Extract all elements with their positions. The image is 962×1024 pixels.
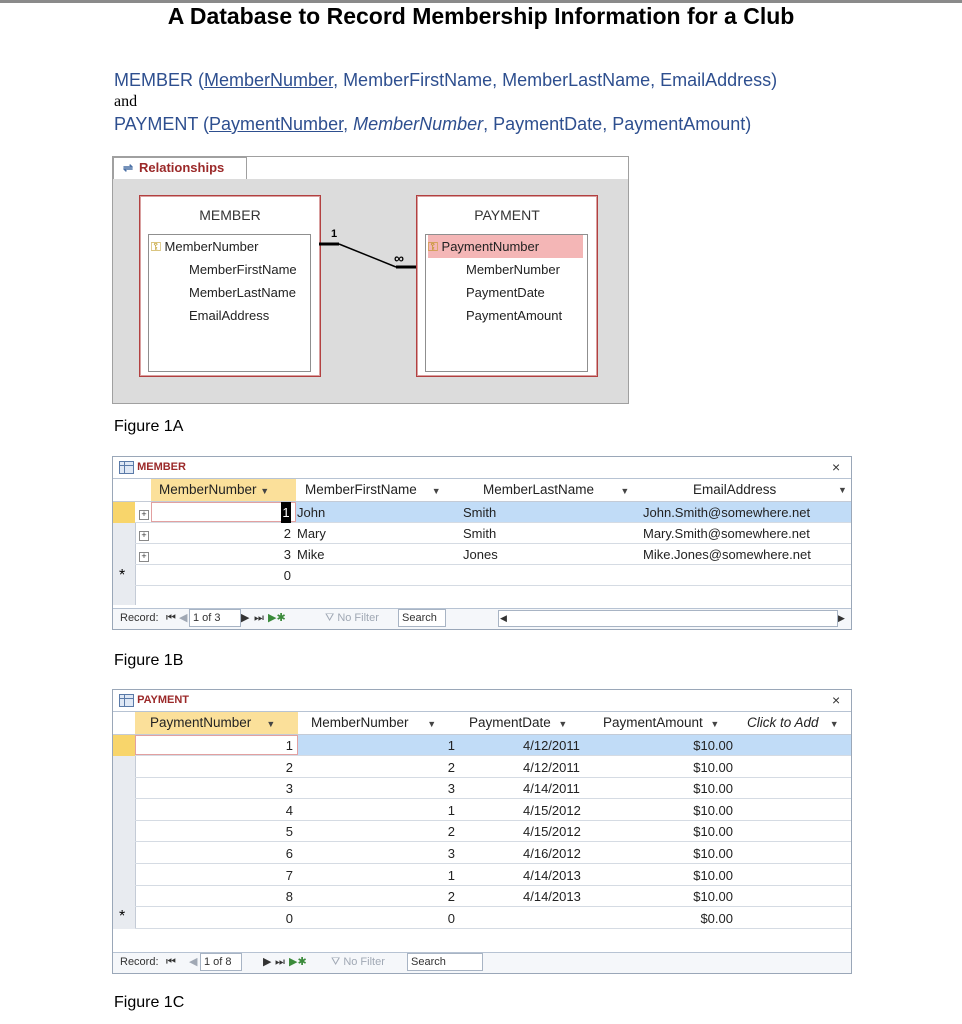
last-record-icon[interactable]: ⏭ (254, 612, 264, 624)
member-cell[interactable]: Mary (297, 526, 326, 541)
dropdown-arrow-icon[interactable]: ▼ (266, 719, 276, 729)
relationships-icon: ⇌ (122, 161, 134, 175)
payment-schema-pk: PaymentNumber (209, 114, 344, 134)
payment-cell[interactable]: 1 (447, 738, 455, 753)
payment-cell[interactable]: 4/12/2011 (523, 759, 580, 775)
filter-icon: ⛛ (331, 956, 341, 968)
member-cell[interactable]: John (297, 505, 326, 520)
payment-cell[interactable]: $10.00 (693, 867, 733, 883)
payment-record-selector-col (113, 735, 136, 929)
scroll-left-icon[interactable]: ◀ (500, 613, 507, 623)
member-col-header-2[interactable] (305, 479, 441, 502)
payment-cell[interactable]: $10.00 (693, 759, 733, 775)
expand-icon[interactable]: + (139, 544, 149, 565)
member-cell[interactable]: Jones (463, 547, 498, 562)
dropdown-arrow-icon[interactable]: ▼ (427, 719, 437, 729)
payment-tab[interactable] (119, 691, 189, 710)
payment-field-3[interactable]: PaymentDate (466, 285, 545, 300)
col-label: PaymentNumber (150, 715, 252, 730)
no-filter-button[interactable] (331, 953, 385, 971)
member-tab[interactable] (119, 458, 186, 477)
dropdown-arrow-icon[interactable]: ▼ (620, 486, 630, 496)
dropdown-arrow-icon[interactable]: ▼ (431, 486, 441, 496)
page-title: A Database to Record Membership Information for a Club (167, 3, 795, 29)
member-table-box[interactable] (139, 195, 321, 377)
payment-cell[interactable]: 2 (447, 824, 455, 840)
member-field-1[interactable] (151, 235, 306, 258)
member-cell[interactable]: 0 (283, 568, 291, 583)
horizontal-scrollbar[interactable] (498, 610, 838, 627)
payment-schema-rest: , PaymentDate, PaymentAmount) (483, 114, 752, 134)
payment-cell[interactable]: 8 (285, 889, 293, 905)
new-record-asterisk-icon: * (119, 567, 126, 584)
payment-field-1[interactable] (428, 235, 583, 258)
new-record-asterisk-icon: * (119, 908, 126, 925)
member-cell[interactable]: Smith (463, 505, 497, 520)
payment-cell[interactable]: $10.00 (693, 889, 733, 905)
payment-cell[interactable]: 2 (447, 759, 455, 775)
payment-cell[interactable]: 4/16/2012 (523, 846, 581, 861)
payment-cell[interactable]: 4/14/2013 (523, 867, 581, 883)
member-schema-pk: MemberNumber (204, 70, 334, 90)
member-number-edit-cell[interactable] (151, 502, 296, 522)
payment-cell[interactable]: 4/14/2011 (523, 781, 580, 797)
member-col-header-4[interactable]: EmailAddress (693, 482, 777, 497)
no-filter-label: No Filter (337, 612, 379, 624)
member-field-4[interactable]: EmailAddress (189, 308, 270, 323)
member-field-2[interactable]: MemberFirstName (189, 262, 297, 277)
close-icon[interactable]: × (832, 459, 841, 475)
new-record-icon[interactable]: ▶✱ (268, 612, 286, 624)
col-label: MemberLastName (483, 482, 595, 497)
member-datasheet (112, 456, 852, 630)
figure-1b-caption: Figure 1B (114, 652, 184, 669)
member-cell[interactable]: Mike (297, 547, 325, 562)
payment-field-4[interactable]: PaymentAmount (466, 308, 563, 323)
col-label: MemberNumber (159, 482, 257, 497)
col-label: PaymentAmount (603, 715, 703, 730)
payment-table-title: PAYMENT (474, 207, 540, 223)
dropdown-arrow-icon[interactable]: ▼ (260, 486, 270, 496)
relationships-tab-label: Relationships (139, 160, 225, 175)
payment-cell[interactable]: 1 (447, 867, 455, 883)
expand-icon[interactable]: + (139, 523, 149, 544)
payment-cell[interactable]: $10.00 (693, 824, 733, 840)
member-cell[interactable]: Mike.Jones@somewhere.net (643, 547, 811, 562)
member-cell[interactable]: Mary.Smith@somewhere.net (643, 526, 810, 541)
payment-tab-label: PAYMENT (137, 694, 190, 706)
next-record-icon[interactable]: ▶ (241, 612, 250, 624)
member-schema-name: MEMBER (114, 70, 194, 90)
payment-cell[interactable]: $10.00 (693, 846, 733, 861)
payment-schema: PAYMENT (PaymentNumber, MemberNumber, PaymentDate, PaymentAmount) (114, 114, 752, 134)
dropdown-arrow-icon[interactable]: ▼ (558, 719, 568, 729)
table-icon (119, 461, 134, 474)
payment-cell[interactable]: 1 (447, 802, 455, 818)
one-side-label: 1 (331, 228, 338, 240)
payment-cell[interactable]: 0 (285, 910, 293, 926)
payment-cell[interactable]: $10.00 (693, 781, 733, 797)
record-position-input[interactable]: 1 of 8 (200, 953, 242, 971)
and-text: and (114, 93, 138, 110)
member-col-header-3[interactable] (483, 479, 629, 502)
payment-cell[interactable]: 3 (447, 846, 455, 861)
current-record-indicator (113, 502, 135, 523)
table-row[interactable] (135, 565, 851, 586)
record-position-input[interactable]: 1 of 3 (189, 609, 241, 627)
member-cell[interactable]: John.Smith@somewhere.net (643, 505, 811, 520)
expand-icon[interactable]: + (139, 502, 149, 523)
next-record-icon[interactable]: ▶ (263, 956, 272, 968)
payment-tabbar (113, 690, 851, 712)
payment-col-header-4[interactable] (603, 712, 719, 735)
figure-1a-caption: Figure 1A (114, 418, 184, 435)
first-record-icon[interactable]: ⏮ (166, 956, 176, 968)
no-filter-label: No Filter (343, 956, 385, 968)
member-tab-label: MEMBER (137, 461, 186, 473)
payment-cell[interactable]: 7 (285, 867, 293, 883)
prev-record-icon[interactable]: ◀ (189, 956, 198, 968)
payment-cell[interactable]: 2 (447, 889, 455, 905)
member-cell[interactable]: 3 (283, 547, 291, 562)
payment-table-box[interactable] (416, 195, 598, 377)
member-tabbar (113, 457, 851, 479)
payment-cell[interactable]: 0 (447, 910, 455, 926)
many-side-label: ∞ (394, 250, 404, 266)
table-icon (119, 694, 134, 707)
member-field-3[interactable]: MemberLastName (189, 285, 296, 300)
payment-cell[interactable]: $10.00 (693, 738, 733, 753)
payment-cell[interactable]: 2 (285, 759, 293, 775)
payment-cell[interactable]: 3 (447, 781, 455, 797)
payment-cell[interactable]: 4/14/2013 (523, 889, 581, 905)
member-schema-rest: , MemberFirstName, MemberLastName, EmailAddress) (333, 70, 778, 90)
record-label: Record: (120, 612, 159, 624)
record-label: Record: (120, 956, 159, 968)
no-filter-button[interactable] (325, 609, 379, 627)
col-label: PaymentDate (469, 715, 551, 730)
payment-field-2[interactable]: MemberNumber (466, 262, 560, 277)
key-icon: ⚿ (428, 239, 438, 254)
payment-field-list (425, 234, 588, 372)
payment-cell[interactable] (523, 908, 593, 929)
relationships-tab[interactable] (113, 157, 247, 179)
member-table-title: MEMBER (199, 207, 261, 223)
payment-schema-name: PAYMENT (114, 114, 199, 134)
payment-cell[interactable]: 4/15/2012 (523, 802, 581, 818)
payment-col-header-2[interactable] (311, 712, 436, 735)
first-record-icon[interactable]: ⏮ (166, 612, 176, 624)
member-schema: MEMBER (MemberNumber, MemberFirstName, MemberLastName, EmailAddress) (114, 70, 778, 90)
current-record-indicator (113, 735, 135, 756)
key-icon: ⚿ (151, 239, 161, 254)
member-cell[interactable]: Smith (463, 526, 497, 541)
payment-field-label: PaymentNumber (441, 239, 540, 254)
payment-cell[interactable]: 5 (285, 824, 293, 840)
dropdown-arrow-icon[interactable]: ▼ (710, 719, 720, 729)
payment-cell[interactable]: 6 (285, 846, 293, 861)
payment-datasheet (112, 689, 852, 974)
close-icon[interactable]: × (832, 692, 841, 708)
dropdown-arrow-icon[interactable]: ▼ (829, 719, 839, 729)
click-to-add-header[interactable] (747, 712, 839, 735)
figure-1c-caption: Figure 1C (114, 994, 185, 1011)
col-label: MemberFirstName (305, 482, 417, 497)
dropdown-arrow-icon[interactable]: ▼ (838, 485, 847, 495)
payment-cell[interactable]: $0.00 (700, 910, 733, 926)
last-record-icon[interactable]: ⏭ (275, 956, 285, 968)
payment-col-header-3[interactable] (469, 712, 567, 735)
member-cell[interactable]: 2 (283, 526, 291, 541)
payment-cell[interactable]: 4/15/2012 (523, 824, 581, 840)
prev-record-icon[interactable]: ◀ (179, 612, 188, 624)
payment-cell[interactable]: 1 (285, 738, 293, 753)
new-record-icon[interactable]: ▶✱ (289, 956, 307, 968)
col-label: Click to Add (747, 715, 819, 730)
payment-cell[interactable]: 4 (285, 802, 293, 818)
scroll-right-icon[interactable]: ▶ (838, 613, 845, 623)
payment-col-header-1[interactable] (150, 712, 275, 735)
payment-cell[interactable]: 3 (285, 781, 293, 797)
payment-schema-fk: MemberNumber (353, 114, 484, 134)
payment-cell[interactable]: $10.00 (693, 802, 733, 818)
member-cell[interactable]: 1 (281, 502, 291, 523)
member-col-header-1[interactable] (159, 479, 269, 502)
member-field-list (148, 234, 311, 372)
col-label: MemberNumber (311, 715, 409, 730)
member-field-label: MemberNumber (164, 239, 259, 254)
relationships-window (112, 156, 629, 404)
payment-cell[interactable]: 4/12/2011 (523, 738, 580, 753)
search-input[interactable]: Search (407, 953, 483, 971)
search-input[interactable]: Search (398, 609, 446, 627)
filter-icon: ⛛ (325, 612, 335, 624)
